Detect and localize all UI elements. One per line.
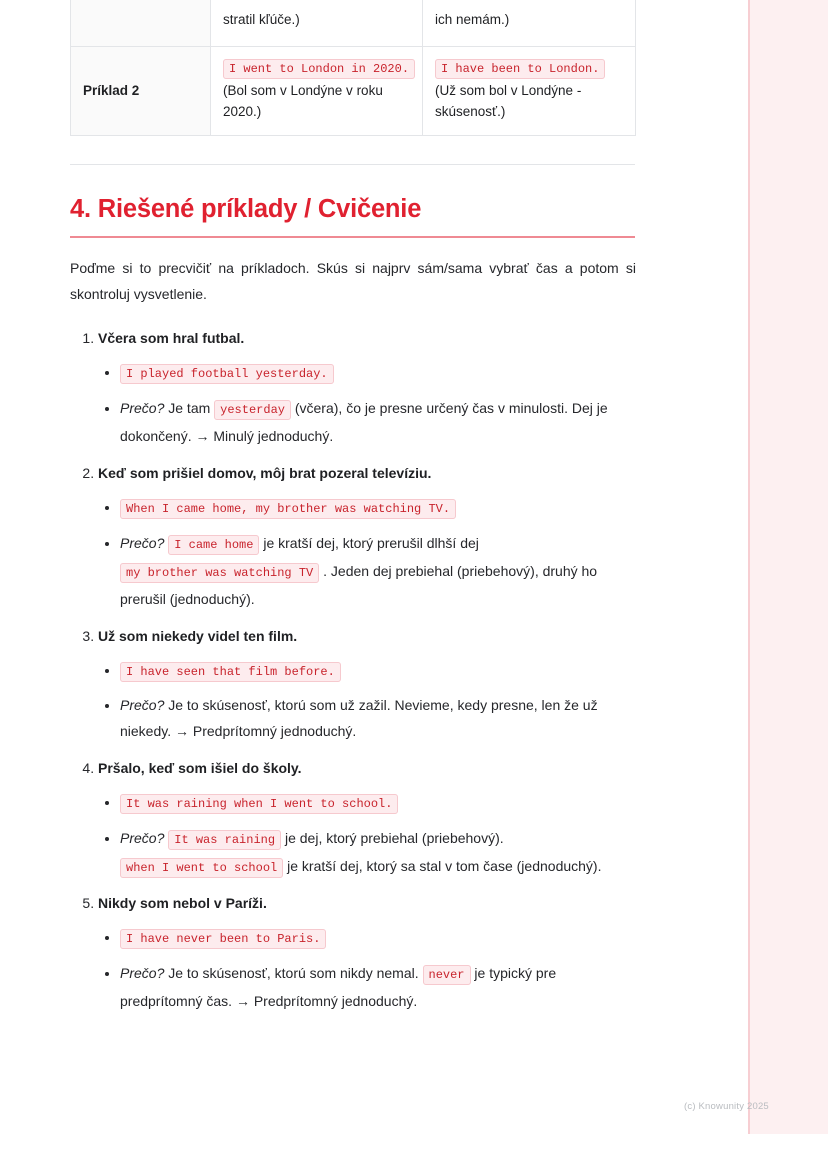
why-label: Prečo? — [120, 696, 165, 713]
code-chip: It was raining — [168, 830, 281, 850]
example-title: 2. Keď som prišiel domov, môj brat pozeral televíziu. — [98, 464, 432, 481]
list-item — [120, 959, 636, 1015]
list-item — [120, 394, 636, 450]
why-text: Je to skúsenosť, ktorú som nikdy nemal. — [168, 964, 419, 981]
list-item — [120, 788, 636, 816]
why-label: Prečo? — [120, 399, 165, 416]
list-item — [98, 463, 636, 613]
why-text: Je tam — [168, 399, 211, 416]
code-chip: I have seen that film before. — [120, 662, 341, 682]
code-chip: I have been to London. — [435, 59, 605, 79]
why-text: je typický pre predprítomný čas. → Predprítomný jednoduchý. — [120, 964, 557, 1009]
comparison-table — [70, 0, 636, 136]
code-chip: It was raining when I went to school. — [120, 794, 398, 814]
list-item — [120, 529, 636, 613]
code-chip: I played football yesterday. — [120, 364, 334, 384]
code-chip: When I came home, my brother was watching TV. — [120, 499, 456, 519]
example-details — [98, 788, 636, 880]
table-cell-text: (Už som bol v Londýne - skúsenosť.) — [435, 83, 582, 119]
document-content — [70, 0, 636, 1028]
code-chip: I went to London in 2020. — [223, 59, 415, 79]
why-text: je dej, ktorý prebiehal (priebehový). — [284, 829, 504, 846]
why-label: Prečo? — [120, 534, 165, 551]
list-item — [98, 758, 636, 880]
example-details — [98, 358, 636, 450]
table-cell-past-simple — [211, 47, 423, 136]
list-item — [98, 626, 636, 745]
code-chip: when I went to school — [120, 858, 283, 878]
example-details — [98, 656, 636, 745]
table-row-label — [71, 0, 211, 47]
table-cell-present-perfect — [423, 47, 636, 136]
page-title: 4. Riešené príklady / Cvičenie — [70, 195, 422, 223]
why-label: Prečo? — [120, 829, 165, 846]
why-text: je kratší dej, ktorý prerušil dlhší dej — [263, 534, 479, 551]
table-cell-past-simple-continued: stratil kľúče.) — [211, 0, 423, 47]
examples-list — [70, 328, 636, 1015]
example-title: 1. Včera som hral futbal. — [98, 329, 245, 346]
example-title: 3. Už som niekedy videl ten film. — [98, 627, 298, 644]
list-item — [120, 923, 636, 951]
example-title: 4. Pršalo, keď som išiel do školy. — [98, 759, 302, 776]
table-cell-present-perfect-continued: ich nemám.) — [423, 0, 636, 47]
example-details — [98, 923, 636, 1015]
list-item — [98, 893, 636, 1015]
list-item — [98, 328, 636, 450]
section-divider — [70, 164, 635, 165]
heading-underline — [70, 236, 635, 238]
why-text: Je to skúsenosť, ktorú som už zažil. Nevieme, kedy presne, len že už niekedy. → Predprítomný jednoduchý. — [120, 696, 598, 740]
example-title: 5. Nikdy som nebol v Paríži. — [98, 894, 267, 911]
code-chip: I have never been to Paris. — [120, 929, 326, 949]
code-chip: never — [423, 965, 471, 985]
list-item — [120, 493, 636, 521]
table-row — [71, 0, 636, 47]
list-item — [120, 824, 636, 880]
code-chip: my brother was watching TV — [120, 563, 319, 583]
why-text: . Jeden dej prebiehal (priebehový), druhý ho prerušil (jednoduchý). — [120, 562, 598, 607]
list-item — [120, 656, 636, 684]
decorative-right-band — [750, 0, 828, 1134]
code-chip: yesterday — [214, 400, 291, 420]
why-label: Prečo? — [120, 964, 165, 981]
example-details — [98, 493, 636, 613]
list-item — [120, 358, 636, 386]
list-item — [120, 692, 636, 745]
table-row-label: Príklad 2 — [71, 47, 211, 136]
why-text: (včera), čo je presne určený čas v minulosti. Dej je dokončený. → Minulý jednoduchý. — [120, 399, 608, 444]
intro-paragraph: Poďme si to precvičiť na príkladoch. Skús si najprv sám/sama vybrať čas a potom si skontroluj vysvetlenie. — [70, 260, 636, 302]
code-chip: I came home — [168, 535, 259, 555]
table-row — [71, 47, 636, 136]
table-cell-text: (Bol som v Londýne v roku 2020.) — [223, 83, 383, 119]
why-text: je kratší dej, ktorý sa stal v tom čase (jednoduchý). — [287, 857, 602, 874]
decorative-right-band-line — [748, 0, 750, 1134]
footer-credit: (c) Knowunity 2025 — [684, 1101, 769, 1112]
